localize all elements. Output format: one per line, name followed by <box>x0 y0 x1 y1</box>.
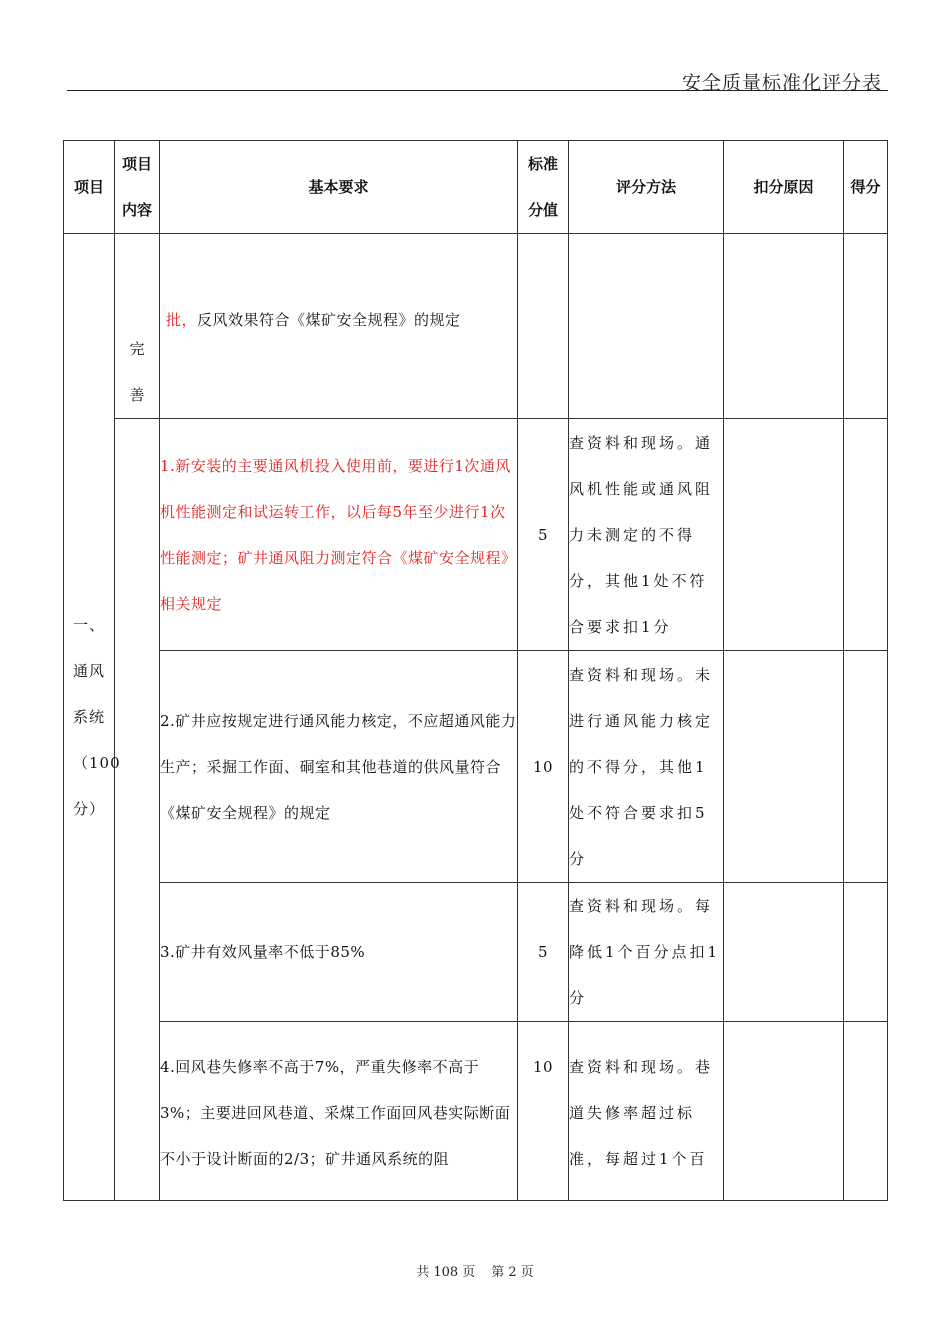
method-cell: 查资料和现场。巷道失修率超过标准，每超过1个百 <box>569 1022 724 1201</box>
score-cell: 5 <box>518 883 569 1022</box>
scoring-table <box>63 140 888 1201</box>
footer-page-number: 第 2 页 <box>491 1265 534 1280</box>
got-cell[interactable] <box>844 651 888 883</box>
score-cell: 10 <box>518 651 569 883</box>
requirement-cell: 4.回风巷失修率不高于7%，严重失修率不高于3%；主要进回风巷道、采煤工作面回风巷实际断面不小于设计断面的2/3；矿井通风系统的阻 <box>160 1022 518 1201</box>
score-cell: 5 <box>518 419 569 651</box>
table-row <box>64 651 888 883</box>
requirement-cell <box>160 234 518 419</box>
table-row <box>64 1022 888 1201</box>
deduct-cell[interactable] <box>724 651 844 883</box>
section-line3: 系统 <box>73 708 106 726</box>
got-cell[interactable] <box>844 1022 888 1201</box>
header-divider <box>67 90 888 91</box>
header-content <box>115 141 160 234</box>
header-requirement: 基本要求 <box>160 141 518 234</box>
requirement-cell: 3.矿井有效风量率不低于85% <box>160 883 518 1022</box>
requirement-red-prefix: 批， <box>166 311 198 329</box>
page-footer <box>0 1261 950 1280</box>
deduct-cell[interactable] <box>724 234 844 419</box>
header-content-line1: 项目 <box>121 155 152 173</box>
header-method: 评分方法 <box>569 141 724 234</box>
header-got: 得分 <box>844 141 888 234</box>
table-row <box>64 419 888 651</box>
section-cell <box>64 234 121 1201</box>
table-row <box>64 234 888 419</box>
page-header-title: 安全质量标准化评分表 <box>681 72 882 94</box>
deduct-cell[interactable] <box>724 419 844 651</box>
score-cell <box>518 234 569 419</box>
table-row <box>64 883 888 1022</box>
header-score-line2: 分值 <box>527 201 558 219</box>
section-line1: 一、 <box>73 616 106 634</box>
score-cell: 10 <box>518 1022 569 1201</box>
method-cell: 查资料和现场。每降低1个百分点扣1分 <box>569 883 724 1022</box>
got-cell[interactable] <box>844 883 888 1022</box>
method-cell: 查资料和现场。未进行通风能力核定的不得分，其他1处不符合要求扣5分 <box>569 651 724 883</box>
header-deduct: 扣分原因 <box>724 141 844 234</box>
method-cell: 查资料和现场。通风机性能或通风阻力未测定的不得分，其他1处不符合要求扣1分 <box>569 419 724 651</box>
sub-content-char1: 完 <box>129 340 145 358</box>
got-cell[interactable] <box>844 419 888 651</box>
got-cell[interactable] <box>844 234 888 419</box>
deduct-cell[interactable] <box>724 883 844 1022</box>
section-line5: 分） <box>73 800 106 818</box>
sub-content-char2: 善 <box>129 386 145 404</box>
header-score-line1: 标准 <box>527 155 558 173</box>
header-score <box>518 141 569 234</box>
footer-total-pages: 共 108 页 <box>416 1265 476 1280</box>
header-item: 项目 <box>64 141 115 234</box>
sub-content-empty-cell <box>115 419 160 1201</box>
section-line2: 通风 <box>73 662 106 680</box>
table-header-row <box>64 141 888 234</box>
requirement-cell: 1.新安装的主要通风机投入使用前，要进行1次通风机性能测定和试运转工作，以后每5年至少进行1次性能测定；矿井通风阻力测定符合《煤矿安全规程》相关规定 <box>160 419 518 651</box>
sub-content-cell <box>115 234 160 419</box>
requirement-cell: 2.矿井应按规定进行通风能力核定，不应超通风能力生产；采掘工作面、硐室和其他巷道的供风量符合《煤矿安全规程》的规定 <box>160 651 518 883</box>
requirement-text <box>160 297 517 343</box>
deduct-cell[interactable] <box>724 1022 844 1201</box>
requirement-rest: 反风效果符合《煤矿安全规程》的规定 <box>197 311 461 329</box>
section-line4: （100 <box>73 754 121 772</box>
method-cell <box>569 234 724 419</box>
header-content-line2: 内容 <box>121 201 152 219</box>
